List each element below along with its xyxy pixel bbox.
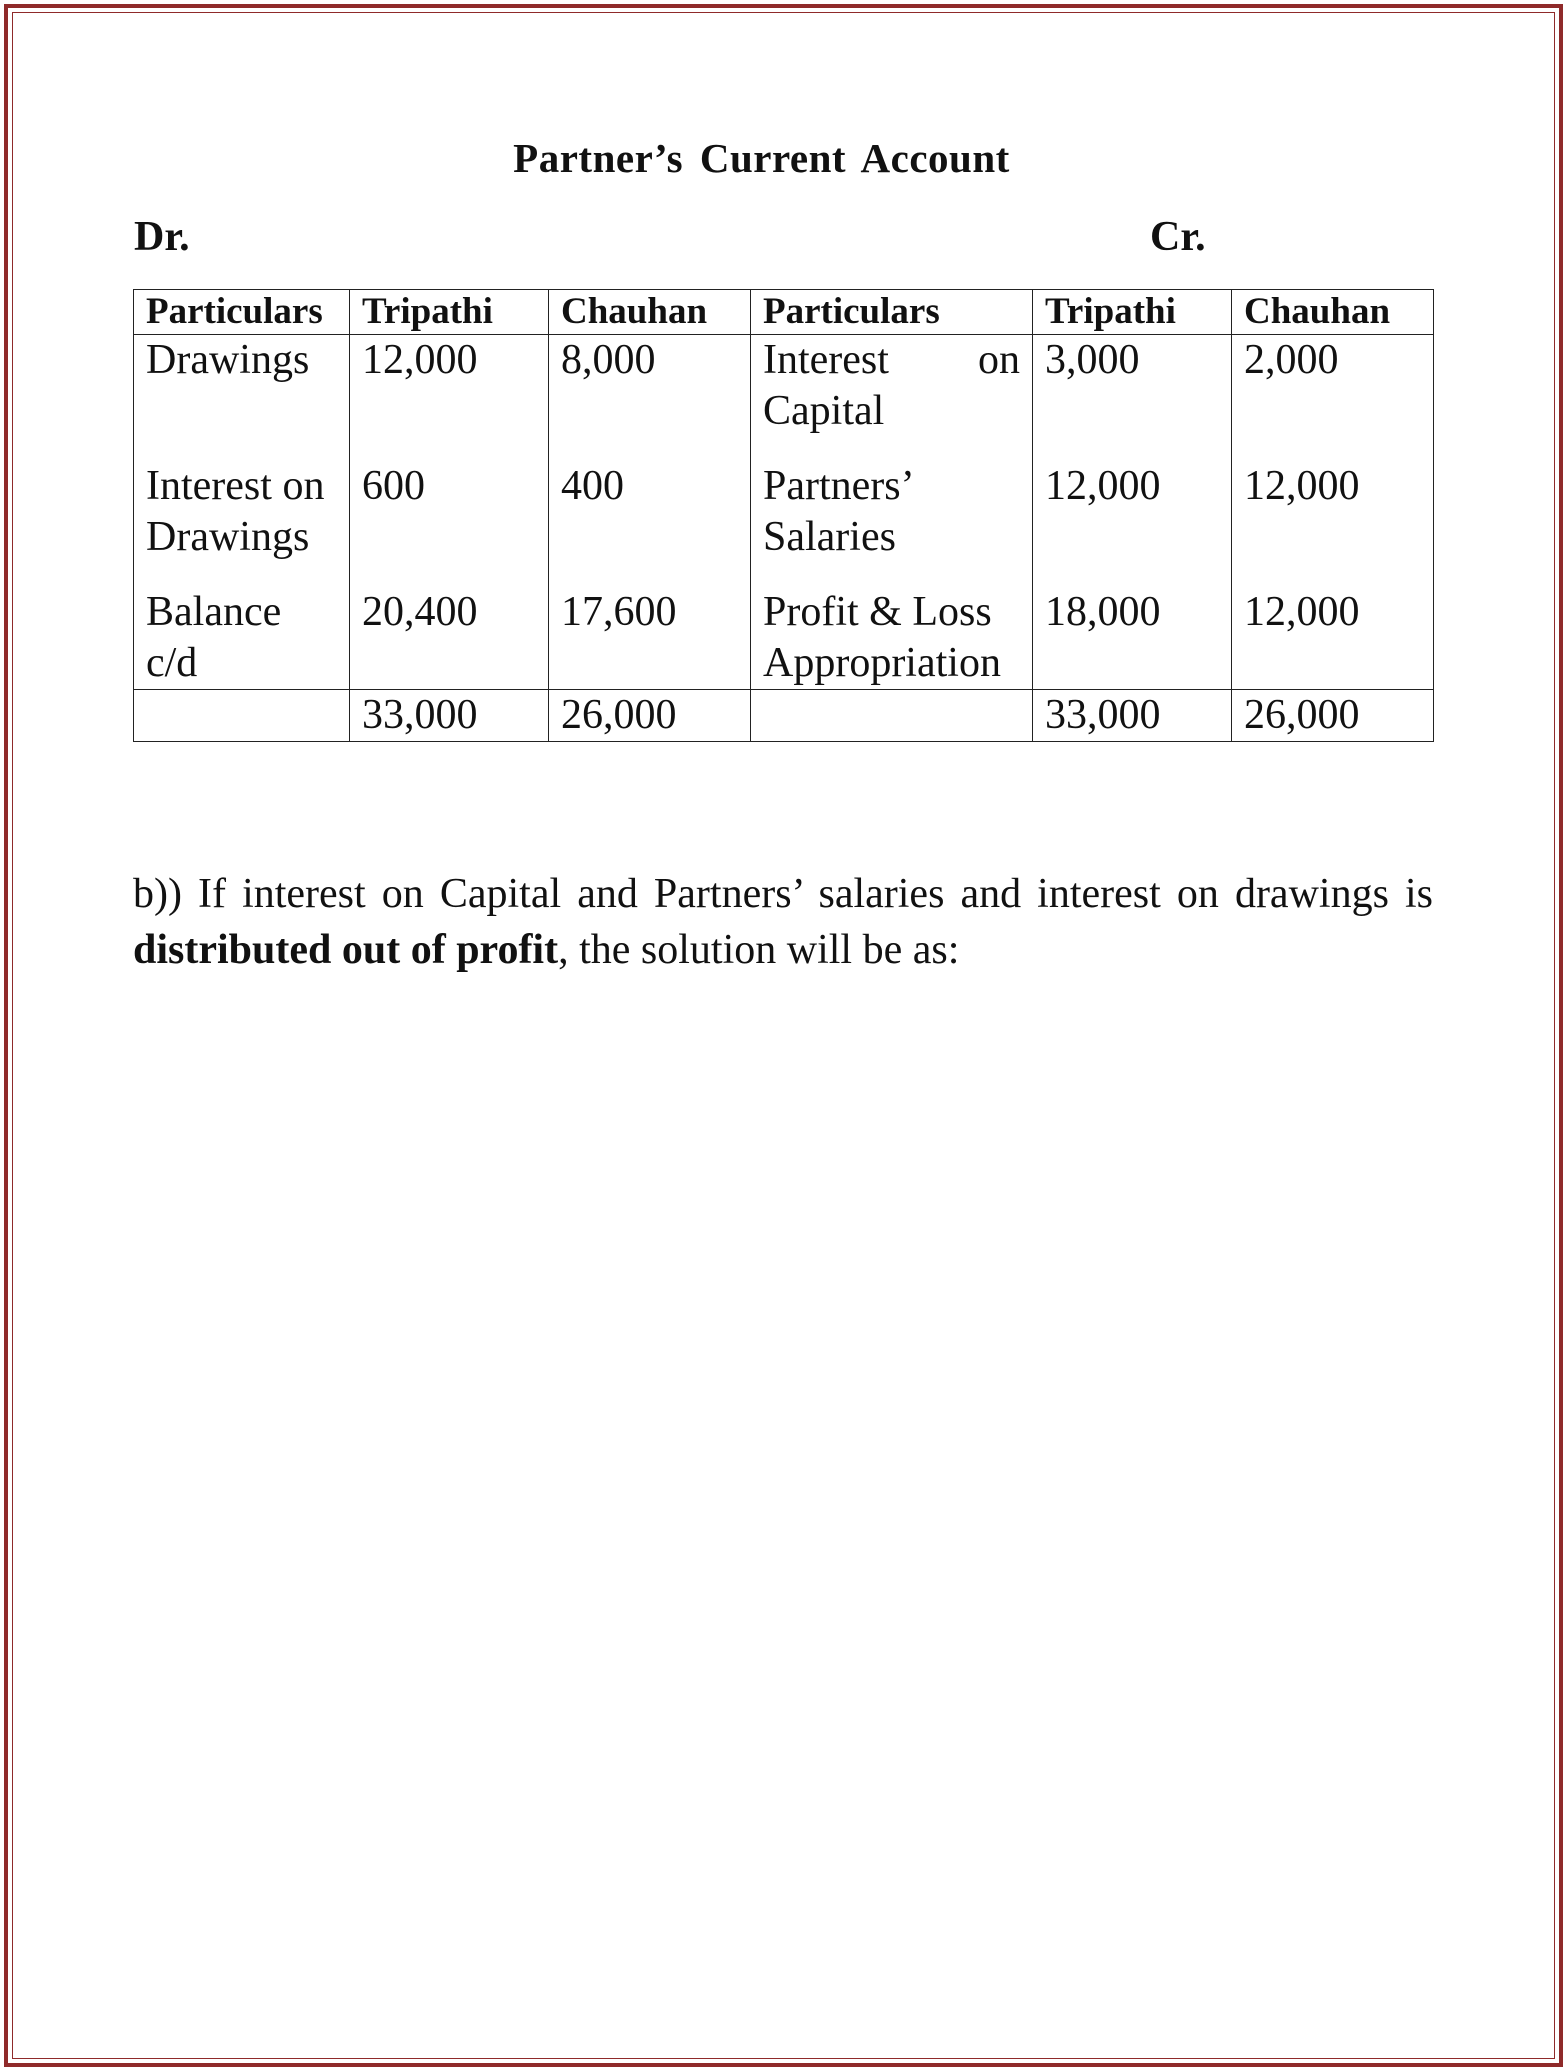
cr-particular-line: Profit & Loss: [763, 589, 992, 635]
total-cr-particular-cell: [751, 690, 1033, 742]
total-cr-chauhan: 26,000: [1232, 690, 1434, 742]
cr-tripathi-cell: 12,000: [1033, 461, 1232, 587]
header-cr-tripathi: Tripathi: [1033, 290, 1232, 335]
current-account-table: [133, 289, 1434, 742]
dr-particular-line: Balance: [146, 589, 282, 635]
dr-chauhan-cell: 17,600: [549, 587, 751, 690]
header-cr-particulars: Particulars: [751, 290, 1033, 335]
paragraph-bold-text: distributed out of profit: [133, 927, 559, 973]
cr-chauhan-cell: 12,000: [1232, 587, 1434, 690]
header-cr-chauhan: Chauhan: [1232, 290, 1434, 335]
credit-label: Cr.: [1150, 214, 1206, 260]
paragraph-text-end: , the solution will be as:: [558, 927, 960, 973]
total-cr-tripathi: 33,000: [1033, 690, 1232, 742]
cr-particular-line: Capital: [763, 388, 885, 434]
dr-particular-cell: [134, 461, 350, 587]
dr-tripathi-cell: 20,400: [350, 587, 549, 690]
cr-particular-word: Interest: [763, 337, 889, 383]
cr-chauhan-cell: 2,000: [1232, 335, 1434, 462]
dr-particular-line: c/d: [146, 640, 198, 686]
cr-chauhan-cell: 12,000: [1232, 461, 1434, 587]
dr-particular-cell: [134, 335, 350, 462]
header-dr-particulars: Particulars: [134, 290, 350, 335]
table-row: [134, 335, 1434, 462]
page-title: Partner’s Current Account: [513, 135, 1010, 181]
dr-chauhan-cell: 8,000: [549, 335, 751, 462]
dr-particular-line: Drawings: [146, 337, 310, 383]
cr-particular-cell: [751, 587, 1033, 690]
cr-particular-line: Salaries: [763, 514, 896, 560]
dr-particular-cell: [134, 587, 350, 690]
cr-tripathi-cell: 18,000: [1033, 587, 1232, 690]
dr-particular-line: Interest on: [146, 463, 325, 509]
total-dr-particular-cell: [134, 690, 350, 742]
cr-particular-line: Partners’: [763, 463, 915, 509]
dr-chauhan-cell: 400: [549, 461, 751, 587]
table-row: [134, 461, 1434, 587]
dr-tripathi-cell: 12,000: [350, 335, 549, 462]
cr-particular-line: [763, 335, 1020, 386]
explanation-paragraph: [133, 866, 1433, 978]
paragraph-text: b)) If interest on Capital and Partners’ salaries and interest on drawings is: [133, 871, 1433, 917]
table-row: [134, 587, 1434, 690]
dr-particular-line: Drawings: [146, 514, 310, 560]
debit-label: Dr.: [134, 214, 190, 260]
total-dr-chauhan: 26,000: [549, 690, 751, 742]
cr-particular-line: Appropriation: [763, 640, 1001, 686]
cr-tripathi-cell: 3,000: [1033, 335, 1232, 462]
header-dr-tripathi: Tripathi: [350, 290, 549, 335]
cr-particular-cell: [751, 335, 1033, 462]
dr-tripathi-cell: 600: [350, 461, 549, 587]
cr-particular-cell: [751, 461, 1033, 587]
total-dr-tripathi: 33,000: [350, 690, 549, 742]
totals-row: [134, 690, 1434, 742]
table-header-row: [134, 290, 1434, 335]
header-dr-chauhan: Chauhan: [549, 290, 751, 335]
cr-particular-word: on: [978, 337, 1020, 383]
